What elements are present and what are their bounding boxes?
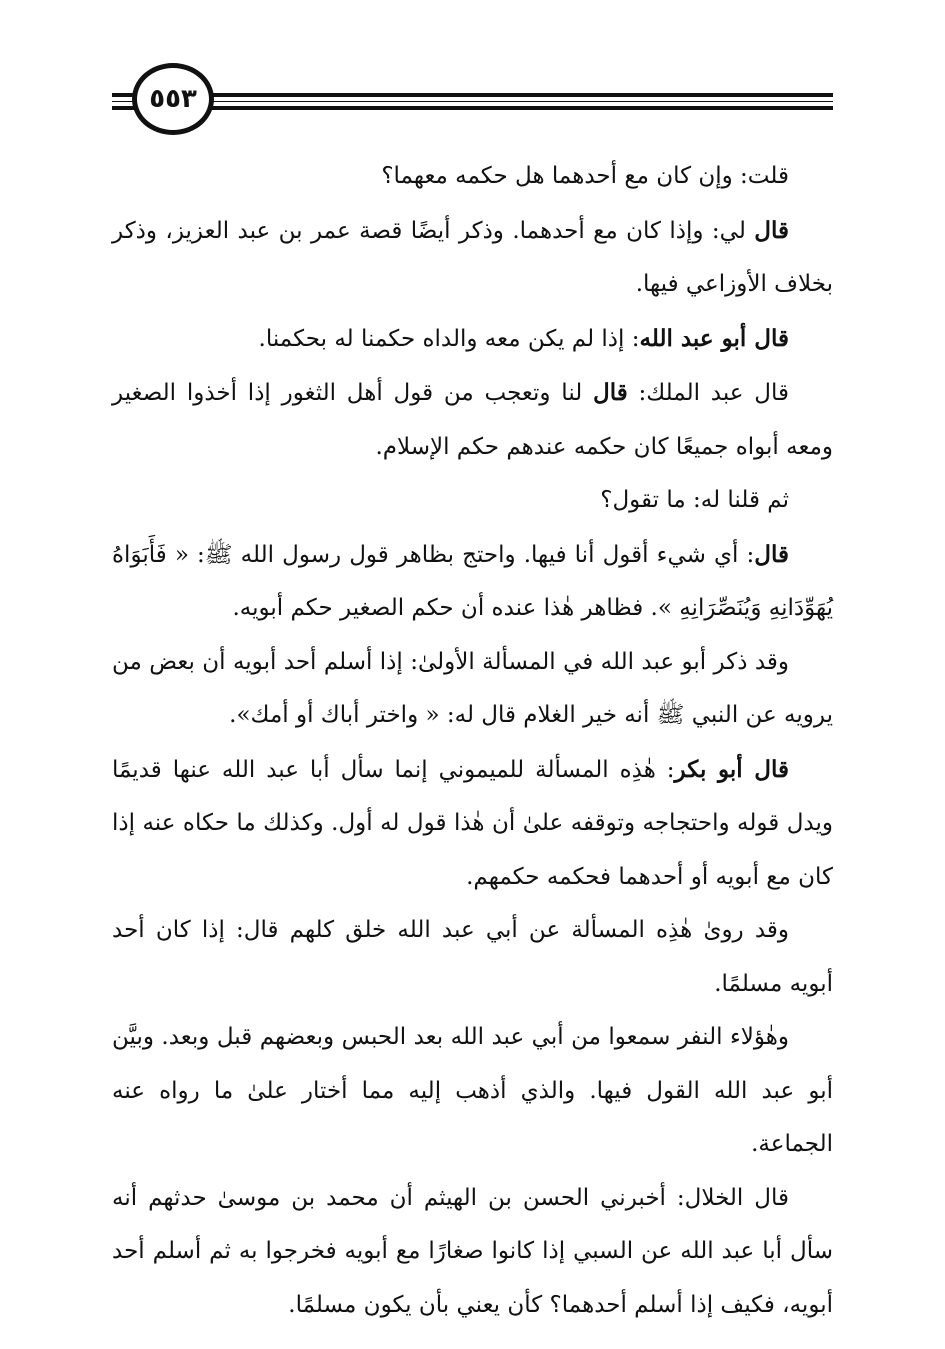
- paragraph: [112, 1011, 833, 1172]
- paragraph-text: وقد ذكر أبو عبد الله في المسألة الأولىٰ: إذا أسلم أحد أبويه أن بعض من يرويه عن النبي ﷺ أنه خير الغلام قال له: « واختر أباك أو أمك».: [112, 648, 833, 728]
- page-header: [0, 0, 945, 160]
- paragraph-text: وهٰؤلاء النفر سمعوا من أبي عبد الله بعد الحبس وبعضهم قبل وبعد. وبيَّن أبو عبد الله القول فيها. والذي أذهب إليه مما أختار علىٰ ما رواه عنه الجماعة.: [112, 1024, 833, 1157]
- paragraph: [112, 366, 833, 474]
- paragraph-lead: قال: [754, 216, 789, 244]
- paragraph: [112, 204, 833, 312]
- paragraph-lead: قال: [754, 540, 789, 568]
- paragraph-text: : هٰذِه المسألة للميموني إنما سأل أبا عبد الله عنها قديمًا ويدل قوله واحتجاجه وتوقفه علىٰ أن هٰذا قول له أول. وكذلك ما حكاه عنه إذا كان مع أبويه أو أحدهما فحكمه حكمهم.: [112, 756, 833, 890]
- paragraph: [112, 904, 833, 1011]
- paragraph-text: قلت: وإن كان مع أحدهما هل حكمه معهما؟: [381, 163, 789, 189]
- page-body: [112, 150, 833, 1332]
- paragraph: [112, 636, 833, 743]
- header-rule-bottom: [112, 106, 833, 110]
- paragraph-lead: قال أبو بكر: [674, 755, 789, 783]
- paragraph: [112, 743, 833, 905]
- header-rule-top: [112, 93, 833, 97]
- paragraph-text: : أي شيء أقول أنا فيها. واحتج بظاهر قول رسول الله ﷺ: « فَأَبَوَاهُ يُهَوِّدَانِهِ وَيُنَصِّرَانِهِ ». فظاهر هٰذا عنده أن حكم الصغير حكم أبويه.: [112, 541, 833, 621]
- header-rule-middle: [112, 101, 833, 102]
- paragraph: [112, 150, 833, 204]
- paragraph-text: قال الخلال: أخبرني الحسن بن الهيثم أن محمد بن موسىٰ حدثهم أنه سأل أبا عبد الله عن السبي إذا كانوا صغارًا مع أبويه فخرجوا به ثم أسلم أحد أبويه، فكيف إذا أسلم أحدهما؟ كأن يعني بأن يكون مسلمًا.: [112, 1184, 833, 1318]
- paragraph: [112, 1172, 833, 1333]
- paragraph-text: لي: وإذا كان مع أحدهما. وذكر أيضًا قصة عمر بن عبد العزيز، وذكر بخلاف الأوزاعي فيها.: [112, 217, 833, 297]
- paragraph: [112, 528, 833, 636]
- paragraph-text: : إذا لم يكن معه والداه حكمنا له بحكمنا.: [258, 325, 640, 352]
- paragraph-text: وقد روىٰ هٰذِه المسألة عن أبي عبد الله خلق كلهم قال: إذا كان أحد أبويه مسلمًا.: [112, 917, 833, 997]
- paragraph-lead: قال: [593, 379, 628, 406]
- page-number: ٥٥٣: [132, 63, 214, 135]
- paragraph-text: ثم قلنا له: ما تقول؟: [600, 487, 789, 513]
- paragraph-text: لنا وتعجب من قول أهل الثغور إذا أخذوا الصغير ومعه أبواه جميعًا كان حكمه عندهم حكم الإسلام.: [112, 380, 833, 460]
- paragraph: [112, 474, 833, 528]
- paragraph-pre: قال عبد الملك:: [627, 380, 789, 406]
- paragraph: [112, 312, 833, 367]
- paragraph-lead: قال أبو عبد الله: [639, 324, 789, 352]
